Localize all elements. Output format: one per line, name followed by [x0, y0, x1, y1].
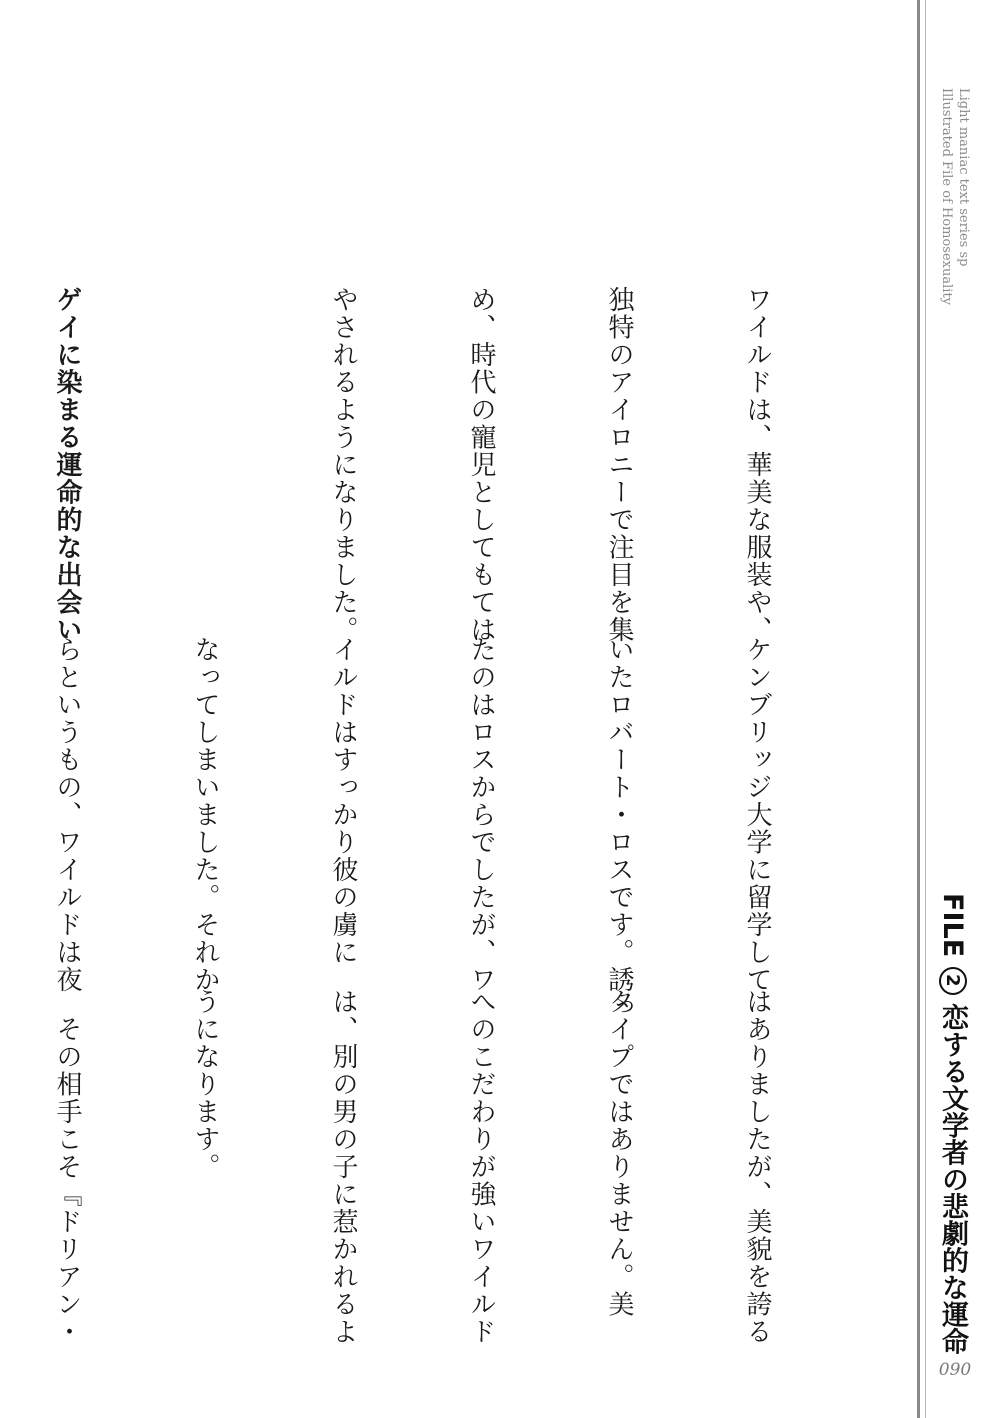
text-line-blank — [182, 286, 228, 626]
text-line: イルドはすっかり彼の虜に — [328, 636, 358, 966]
text-block-middle — [52, 636, 872, 1021]
text-block-bottom — [52, 988, 872, 1346]
text-line: その相手こそ『ドリアン・ — [52, 988, 82, 1346]
text-line: ケンブリッジ大学に留学して — [742, 636, 772, 994]
text-line: 独特のアイロニーで注目を集 — [604, 286, 634, 644]
text-line: ワイルドは、華美な服装や、 — [742, 286, 772, 644]
section-heading: ゲイに染まる運命的な出会い — [52, 286, 82, 644]
page-number: 090 — [938, 1360, 972, 1380]
file-prefix: FILE — [937, 893, 968, 958]
file-number-badge: 2 — [939, 967, 967, 995]
series-header — [938, 88, 972, 348]
margin-rule — [917, 0, 920, 1418]
text-line: はありましたが、美貌を誇る — [742, 988, 772, 1346]
text-line: いたロバート・ロスです。誘っ — [604, 636, 634, 1021]
series-title: Light maniac text series sp — [956, 88, 971, 267]
chapter-title — [935, 893, 969, 1355]
text-block-top — [52, 286, 872, 644]
text-line: め、時代の寵児としてもては — [466, 286, 496, 644]
file-title-text: 恋する文学者の悲劇的な運命 — [937, 1003, 968, 1355]
text-line: は、別の男の子に惹かれるよ — [328, 988, 358, 1346]
text-line: タイプではありません。美 — [604, 988, 634, 1318]
series-subtitle: Illustrated File of Homosexuality — [939, 88, 954, 306]
margin-rule-thin — [925, 0, 926, 1418]
text-line: らというもの、ワイルドは夜 — [52, 636, 82, 994]
text-line: うになります。 — [190, 988, 220, 1181]
text-line: なってしまいました。それか — [190, 636, 220, 994]
text-line: へのこだわりが強いワイルド — [466, 988, 496, 1346]
text-line: たのはロスからでしたが、ワ — [466, 636, 496, 994]
text-line: やされるようになりました。 — [328, 286, 358, 644]
